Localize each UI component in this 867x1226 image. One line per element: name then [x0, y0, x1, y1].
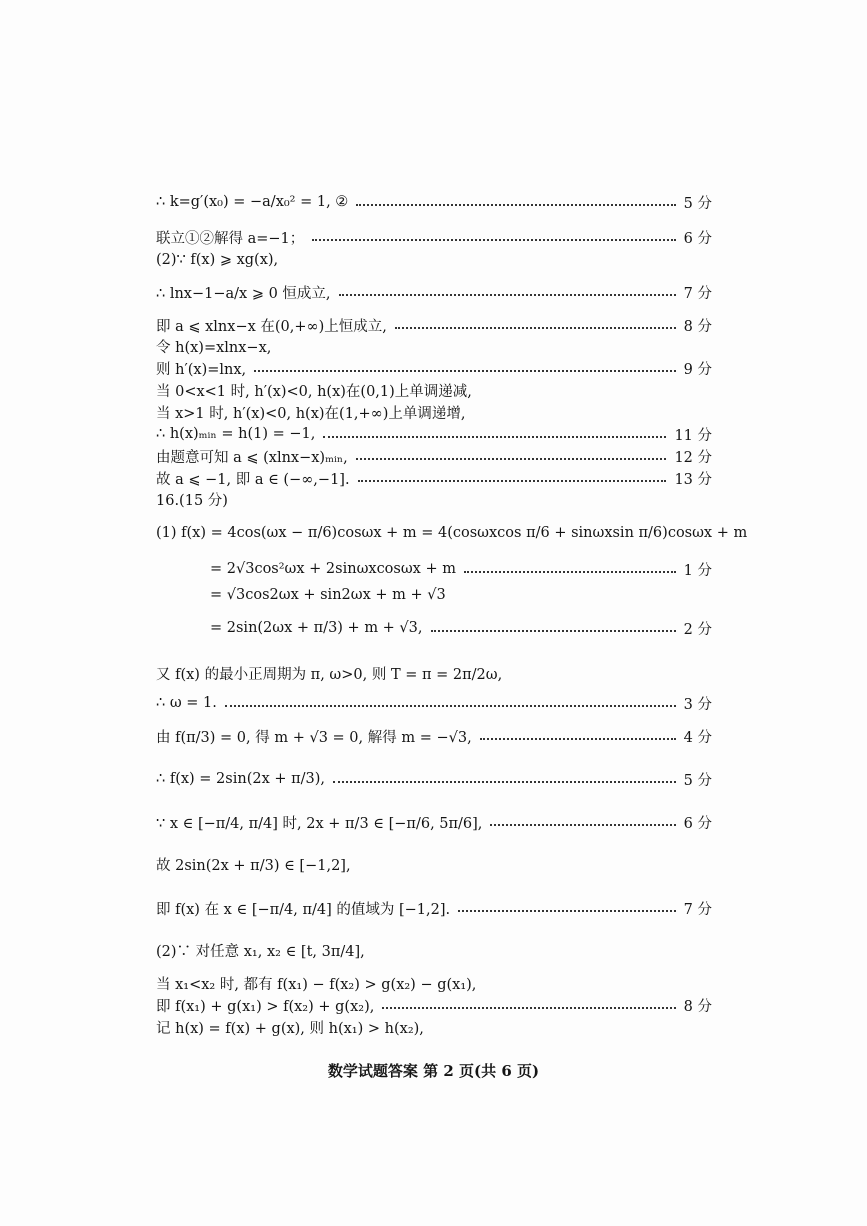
line-score: 4 分 [683, 729, 712, 746]
line-score: 12 分 [674, 449, 712, 466]
solution-line [210, 556, 712, 582]
line-score: 2 分 [683, 621, 712, 638]
dot-leader [356, 204, 675, 206]
page-footer: 数学试题答案 第 2 页(共 6 页) [327, 1062, 540, 1080]
line-score: 13 分 [674, 471, 712, 488]
dot-leader [312, 239, 675, 241]
solution-line [156, 189, 712, 215]
line-expression: ∴ k=g′(x₀) = −a/x₀² = 1, ② [156, 194, 349, 210]
dot-leader [490, 824, 675, 826]
line-expression: 故 a ⩽ −1, 即 a ∈ (−∞,−1]. [156, 471, 350, 488]
line-expression: = 2sin(2ωx + π/3) + m + √3, [210, 620, 423, 636]
dot-leader [382, 1007, 675, 1009]
line-expression: 即 f(x) 在 x ∈ [−π/4, π/4] 的值域为 [−1,2]. [156, 901, 451, 918]
line-score: 5 分 [683, 195, 712, 212]
dot-leader [458, 910, 676, 912]
line-score: 1 分 [683, 562, 712, 579]
dot-leader [464, 571, 676, 573]
line-expression: 16.(15 分) [156, 492, 228, 509]
line-expression: ∴ h(x)ₘᵢₙ = h(1) = −1, [156, 426, 316, 442]
line-expression: 又 f(x) 的最小正周期为 π, ω>0, 则 T = π = 2π/2ω, [156, 666, 503, 683]
dot-leader [358, 480, 667, 482]
dot-leader [395, 327, 676, 329]
solution-line [156, 690, 712, 716]
line-score: 3 分 [683, 696, 712, 713]
line-expression: 由 f(π/3) = 0, 得 m + √3 = 0, 解得 m = −√3, [156, 729, 472, 746]
line-expression: (1) f(x) = 4cos(ωx − π/6)cosωx + m = 4(cosωxcos π/6 + sinωxsin π/6)cosωx + m [156, 525, 748, 541]
solution-line [156, 660, 712, 686]
line-score: 11 分 [674, 427, 712, 444]
line-expression: 当 x>1 时, h′(x)<0, h(x)在(1,+∞)上单调递增, [156, 405, 466, 422]
problem-heading [156, 486, 712, 512]
line-expression: 记 h(x) = f(x) + g(x), 则 h(x₁) > h(x₂), [156, 1020, 424, 1037]
line-score: 6 分 [683, 815, 712, 832]
dot-leader [254, 370, 676, 372]
line-expression: 当 x₁<x₂ 时, 都有 f(x₁) − f(x₂) > g(x₂) − g(x₁), [156, 976, 477, 993]
line-expression: ∴ lnx−1−a/x ⩾ 0 恒成立, [156, 285, 331, 302]
line-expression: 联立①②解得 a=−1； [156, 230, 305, 247]
solution-line [210, 582, 712, 608]
line-expression: 即 f(x₁) + g(x₁) > f(x₂) + g(x₂), [156, 998, 375, 1015]
line-score: 8 分 [683, 318, 712, 335]
line-expression: = 2√3cos²ωx + 2sinωxcosωx + m [210, 561, 456, 577]
solution-line [156, 279, 712, 305]
dot-leader [333, 781, 676, 783]
line-score: 7 分 [683, 901, 712, 918]
line-expression: 即 a ⩽ xlnx−x 在(0,+∞)上恒成立, [156, 318, 387, 335]
line-score: 8 分 [683, 998, 712, 1015]
line-expression: (2)∵ f(x) ⩾ xg(x), [156, 252, 279, 268]
solution-line [210, 615, 712, 641]
solution-line [156, 247, 712, 273]
line-expression: 由题意可知 a ⩽ (xlnx−x)ₘᵢₙ, [156, 449, 348, 466]
solution-line [156, 1014, 712, 1040]
line-score: 9 分 [683, 361, 712, 378]
dot-leader [480, 738, 676, 740]
line-expression: 故 2sin(2x + π/3) ∈ [−1,2], [156, 857, 351, 874]
dot-leader [323, 436, 666, 438]
solution-line [156, 895, 712, 921]
solution-line [156, 937, 712, 963]
dot-leader [339, 294, 676, 296]
line-expression: 则 h′(x)=lnx, [156, 361, 247, 378]
solution-line [156, 851, 712, 877]
line-score: 7 分 [683, 285, 712, 302]
dot-leader [431, 630, 676, 632]
solution-line [156, 723, 712, 749]
solution-line [156, 766, 712, 792]
line-expression: = √3cos2ωx + sin2ωx + m + √3 [210, 587, 446, 603]
line-expression: ∴ f(x) = 2sin(2x + π/3), [156, 771, 326, 787]
dot-leader [225, 705, 676, 707]
line-expression: ∴ ω = 1. [156, 695, 217, 711]
line-expression: (2)∵ 对任意 x₁, x₂ ∈ [t, 3π/4], [156, 943, 365, 960]
line-score: 5 分 [683, 772, 712, 789]
line-expression: ∵ x ∈ [−π/4, π/4] 时, 2x + π/3 ∈ [−π/6, 5π/6], [156, 815, 483, 832]
solution-line [156, 809, 712, 835]
line-expression: 令 h(x)=xlnx−x, [156, 339, 272, 356]
line-expression: 当 0<x<1 时, h′(x)<0, h(x)在(0,1)上单调递减, [156, 383, 472, 400]
dot-leader [356, 458, 667, 460]
solution-line [156, 520, 748, 546]
line-score: 6 分 [683, 230, 712, 247]
